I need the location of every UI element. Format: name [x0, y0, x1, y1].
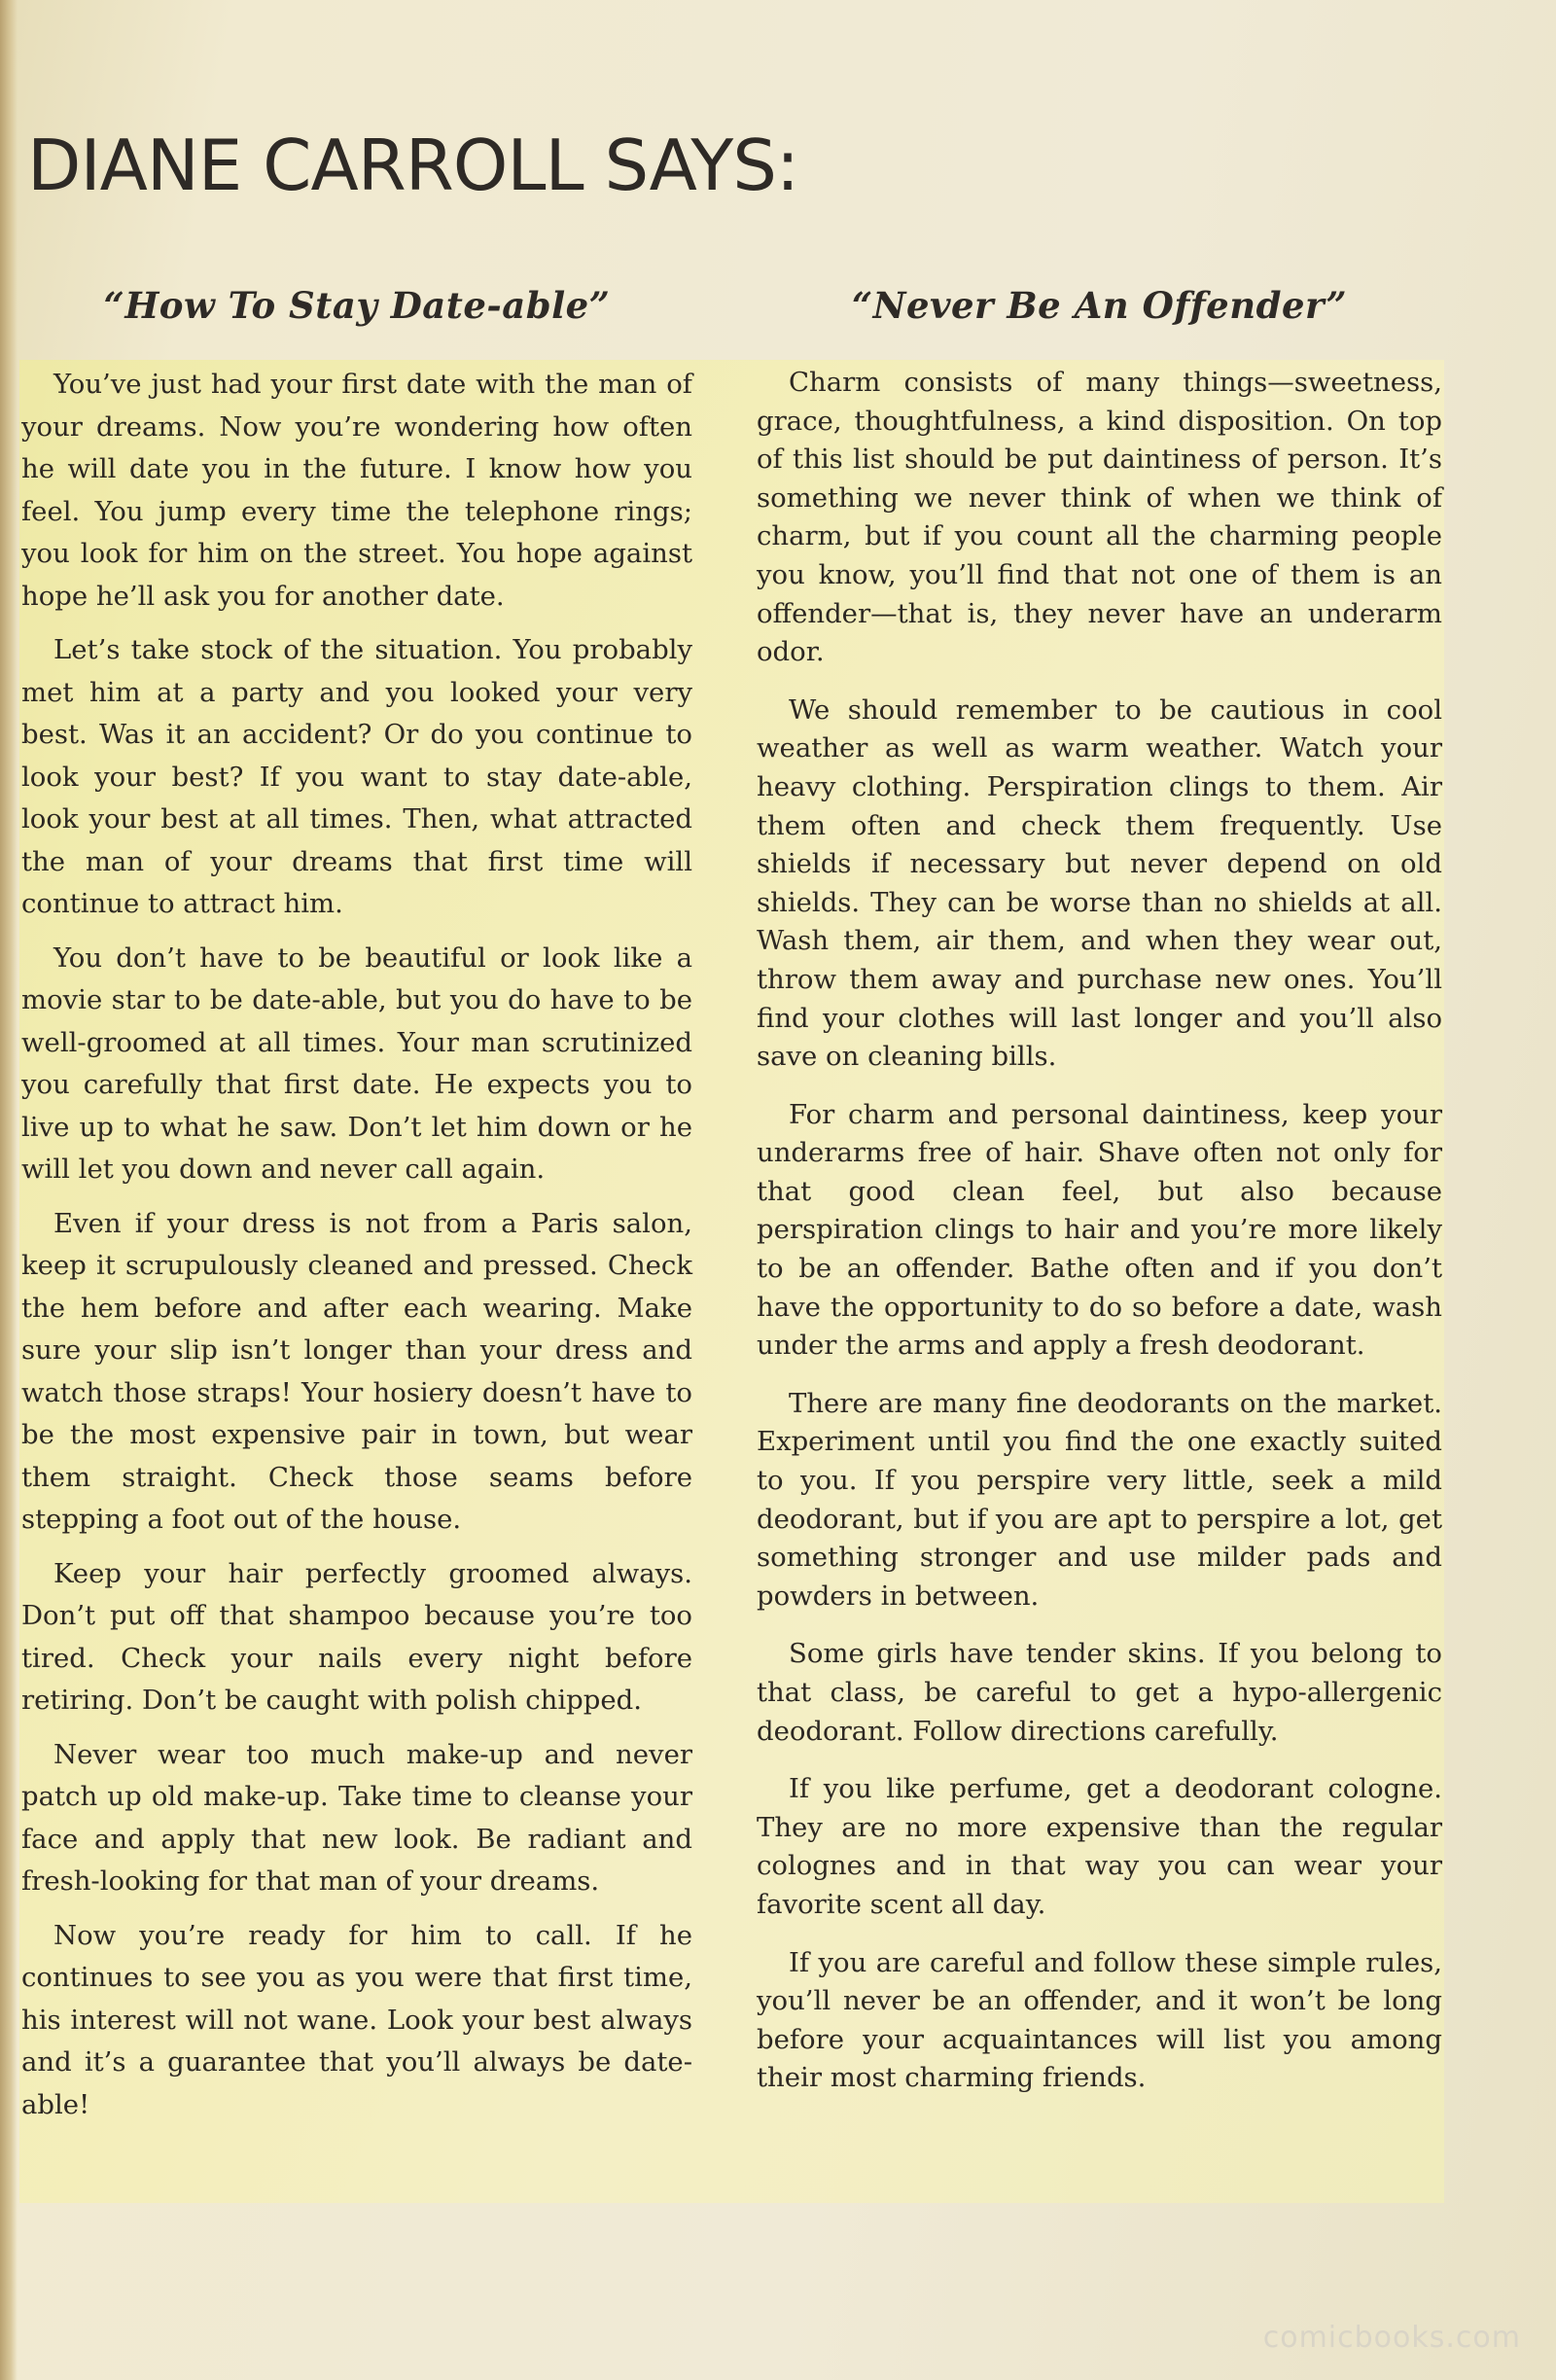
- page-headline: DIANE CARROLL SAYS:: [27, 124, 799, 206]
- right-paragraph: We should remember to be cautious in cool weather as well as warm weather. Watch your heavy clothing. Perspiration clings to them. Air them often and check them frequently. Use shields if necessary but never depend on old shields. They can be worse than no shields at all. Wash them, air them, and when they wear out, throw them away and purchase new ones. You’ll find your clothes will last longer and you’ll also save on cleaning bills.: [757, 693, 1442, 1073]
- left-paragraph: You’ve just had your first date with the man of your dreams. Now you’re wondering how often he will date you in the future. I know how you feel. You jump every time the telephone rings; you look for him on the street. You hope against hope he’ll ask you for another date.: [21, 369, 692, 612]
- left-article-title: “How To Stay Date-able”: [103, 284, 611, 327]
- right-paragraph: If you like perfume, get a deodorant cologne. They are no more expensive than the regular colognes and in that way you can wear your favorite scent all day.: [757, 1773, 1442, 1920]
- right-paragraph: For charm and personal daintiness, keep your underarms free of hair. Shave often not only for that good clean feel, but also because perspiration clings to hair and you’re more likely to be an offender. Bathe often and if you don’t have the opportunity to do so before a date, wash under the arms and apply a fresh deodorant.: [757, 1098, 1442, 1362]
- right-article-column: [757, 263, 1442, 2117]
- right-paragraph: Charm consists of many things—sweetness, grace, thoughtfulness, a kind disposition. On top of this list should be put daintiness of person. It’s something we never think of when we think of charm, but if you count all the charming people you know, you’ll find that not one of them is an offender—that is, they never have an underarm odor.: [757, 367, 1442, 668]
- page-spine-edge: [0, 0, 18, 2380]
- left-paragraph: Even if your dress is not from a Paris salon, keep it scrupulously cleaned and pressed. Check the hem before and after each wearing. Make sure your slip isn’t longer than your dress and watch those straps! Your hosiery doesn’t have to be the most expensive pair in town, but wear them straight. Check those seams before stepping a foot out of the house.: [21, 1207, 692, 1535]
- left-paragraph: Let’s take stock of the situation. You probably met him at a party and you looked your very best. Was it an accident? Or do you continue to look your best? If you want to stay date-able, look your best at all times. Then, what attracted the man of your dreams that first time will continue to attract him.: [21, 634, 692, 919]
- right-article-title: “Never Be An Offender”: [851, 284, 1348, 327]
- left-paragraph: You don’t have to be beautiful or look like a movie star to be date-able, but you do have to be well-groomed at all times. Your man scrutinized you carefully that first date. He expects you to live up to what he saw. Don’t let him down or he will let you down and never call again.: [21, 941, 692, 1185]
- left-paragraph: Never wear too much make-up and never patch up old make-up. Take time to cleanse your face and apply that new look. Be radiant and fresh-looking for that man of your dreams.: [21, 1738, 692, 1897]
- right-paragraph: There are many fine deodorants on the market. Experiment until you find the one exactly suited to you. If you perspire very little, seek a mild deodorant, but if you are apt to perspire a lot, get something stronger and use milder pads and powders in between.: [757, 1387, 1442, 1612]
- site-watermark: comicbooks.com: [1262, 2321, 1521, 2355]
- left-paragraph: Keep your hair perfectly groomed always. Don’t put off that shampoo because you’re too tired. Check your nails every night before retiring. Don’t be caught with polish chipped.: [21, 1557, 692, 1716]
- right-paragraph: If you are careful and follow these simple rules, you’ll never be an offender, and it won’t be long before your acquaintances will list you among their most charming friends.: [757, 1946, 1442, 2094]
- left-paragraph: Now you’re ready for him to call. If he continues to see you as you were that first time, his interest will not wane. Look your best always and it’s a guarantee that you’ll always be date-able!: [21, 1919, 692, 2120]
- right-paragraph: Some girls have tender skins. If you belong to that class, be careful to get a hypo-allergenic deodorant. Follow directions carefully.: [757, 1638, 1442, 1747]
- left-article-column: [21, 263, 692, 2138]
